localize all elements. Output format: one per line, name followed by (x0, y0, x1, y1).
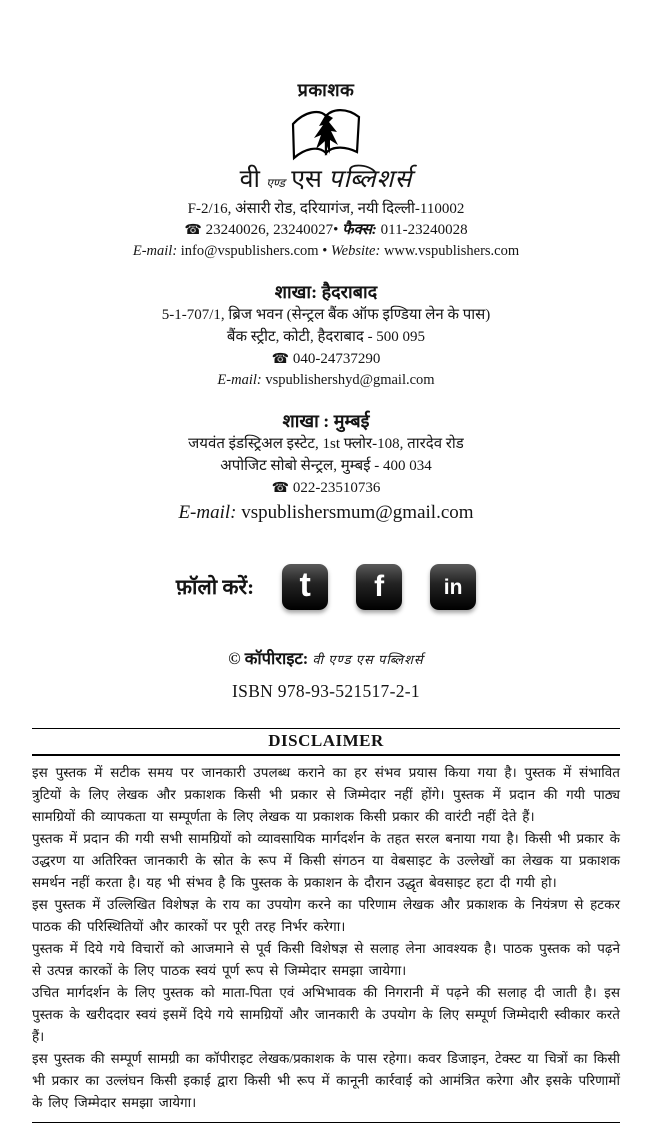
branch-hyderabad-phone-line (0, 349, 652, 369)
copyright-label: © कॉपीराइट: (228, 649, 309, 668)
phone-icon: ☎ (271, 351, 290, 367)
fax-label: फैक्स: (342, 222, 377, 238)
phone-icon: ☎ (271, 480, 290, 496)
twitter-glyph: t (299, 566, 311, 604)
copyright-owner: वी एण्ड एस पब्लिशर्स (312, 652, 424, 667)
publisher-name-and: एण्ड (266, 176, 285, 190)
disclaimer-paragraph: इस पुस्तक की सम्पूर्ण सामग्री का कॉपीराइट लेखक/प्रकाशक के पास रहेगा। कवर डिजाइन, टेक्स्ट या चित्रों का किसी भी प्रकार का उल्लंघन किसी इकाई द्वारा किसी भी रूप में कानूनी कार्रवाई को आमंत्रित करेगा और इसके परिणामों के लिए जिम्मेदार समझा जायेगा। (32, 1051, 620, 1110)
twitter-icon[interactable] (282, 564, 328, 610)
branch-hyderabad-email-line (0, 371, 652, 390)
social-follow-row (0, 564, 652, 610)
linkedin-glyph: in (443, 575, 463, 599)
follow-us-label: फ़ॉलो करें: (175, 575, 255, 599)
branch-mumbai-phone-line (0, 478, 652, 498)
fax-number: 011-23240028 (380, 222, 468, 238)
fax-separator: • (333, 222, 343, 238)
disclaimer-paragraph: उचित मार्गदर्शन के लिए पुस्तक को माता-पिता एवं अभिभावक की निगरानी में पढ़ने की सलाह दी जाती है। इस पुस्तक के खरीददार स्वयं इसमें दिये गये सामग्रियों और जानकारी के उपयोग के लिए सम्पूर्ण जिम्मेदारी स्वीकार करते हैं। (32, 985, 620, 1044)
branch-hyderabad-title: शाखा: हैदराबाद (274, 282, 378, 302)
dot-separator: • (322, 243, 328, 259)
linkedin-icon[interactable] (430, 564, 476, 610)
head-office-website: www.vspublishers.com (383, 243, 520, 259)
publisher-heading: प्रकाशक (297, 80, 355, 100)
head-office-email-website-line (0, 242, 652, 261)
branch-mumbai-email: vspublishersmum@gmail.com (241, 502, 474, 523)
branch-hyderabad-phone: 040-24737290 (292, 351, 381, 367)
email-label: E-mail: (178, 502, 237, 523)
branch-mumbai-email-line (0, 502, 652, 524)
phone-icon: ☎ (184, 222, 202, 238)
branch-hyderabad-address2: बैंक स्ट्रीट, कोटी, हैदराबाद - 500 095 (226, 329, 426, 345)
publisher-copyright-page (0, 78, 652, 1110)
facebook-glyph: f (374, 570, 385, 603)
disclaimer-section (32, 728, 620, 1123)
branch-mumbai-address2: अपोजिट सोबो सेन्ट्रल, मुम्बई - 400 034 (220, 458, 432, 474)
branch-hyderabad-address1: 5-1-707/1, ब्रिज भवन (सेन्ट्रल बैंक ऑफ इण्डिया लेन के पास) (161, 307, 491, 323)
branch-mumbai-phone: 022-23510736 (292, 480, 381, 496)
disclaimer-paragraph: पुस्तक में दिये गये विचारों को आजमाने से पूर्व किसी विशेषज्ञ से सलाह लेना आवश्यक है। पाठक पुस्तक को पढ़ने से उत्पन्न कारकों के लिए पाठक स्वयं पूर्ण रूप से जिम्मेदार समझा जायेगा। (32, 941, 620, 978)
website-label: Website: (330, 243, 381, 259)
publisher-name-v: वी (239, 166, 260, 193)
branch-mumbai-address1: जयवंत इंडस्ट्रिअल इस्टेट, 1st फ्लोर-108, तारदेव रोड (188, 436, 464, 452)
disclaimer-paragraph: इस पुस्तक में सटीक समय पर जानकारी उपलब्ध कराने का हर संभव प्रयास किया गया है। पुस्तक में संभावित त्रुटियों के लिए लेखक और प्रकाशक किसी भी प्रकार से जिम्मेदार नहीं होंगे। पुस्तक में प्रदान की गयी पाठ्य सामग्रियों की व्यापकता या सम्पूर्णता के लिए लेखक या प्रकाशक किसी प्रकार की वारंटी नहीं देते हैं। (32, 765, 620, 824)
head-office-phone-line (0, 221, 652, 240)
copyright-line (0, 646, 652, 669)
publisher-name-publishers: पब्लिशर्स (328, 166, 413, 193)
head-office-address: F-2/16, अंसारी रोड, दरियागंज, नयी दिल्ली-110002 (187, 201, 465, 217)
branch-mumbai-title: शाखा : मुम्बई (282, 411, 370, 431)
branch-hyderabad-email: vspublishershyd@gmail.com (265, 372, 435, 388)
disclaimer-body (32, 756, 620, 1123)
disclaimer-paragraph: पुस्तक में प्रदान की गयी सभी सामग्रियों को व्यावसायिक मार्गदर्शन के तहत सरल बनाया गया है। किसी भी प्रकार के उद्धरण या अतिरिक्त जानकारी के स्रोत के रूप में किसी संगठन या वेबसाइट के उल्लेखों का लेखक या प्रकाशक समर्थन नहीं करता है। यह भी संभव है कि पुस्तक के प्रकाशन के दौरान उद्धृत बेवसाइट हटा दी गयी हो। (32, 831, 620, 890)
email-label: E-mail: (217, 372, 262, 388)
email-label: E-mail: (132, 243, 178, 259)
book-and-bird-logo-icon (283, 104, 369, 166)
disclaimer-paragraph: इस पुस्तक में उल्लिखित विशेषज्ञ के राय का उपयोग करने का परिणाम लेखक और प्रकाशक के नियंत्रण से हटकर पाठक की परिस्थितियों और कारकों पर पूरी तरह निर्भर करेगा। (32, 897, 620, 934)
isbn: ISBN 978-93-521517-2-1 (232, 681, 420, 701)
head-office-phones: 23240026, 23240027 (205, 222, 334, 238)
disclaimer-title: DISCLAIMER (32, 728, 620, 756)
publisher-name (0, 166, 652, 197)
publisher-name-s: एस (291, 166, 322, 193)
head-office-email: info@vspublishers.com (180, 243, 319, 259)
vs-publishers-logo (283, 104, 369, 166)
facebook-icon[interactable] (356, 564, 402, 610)
